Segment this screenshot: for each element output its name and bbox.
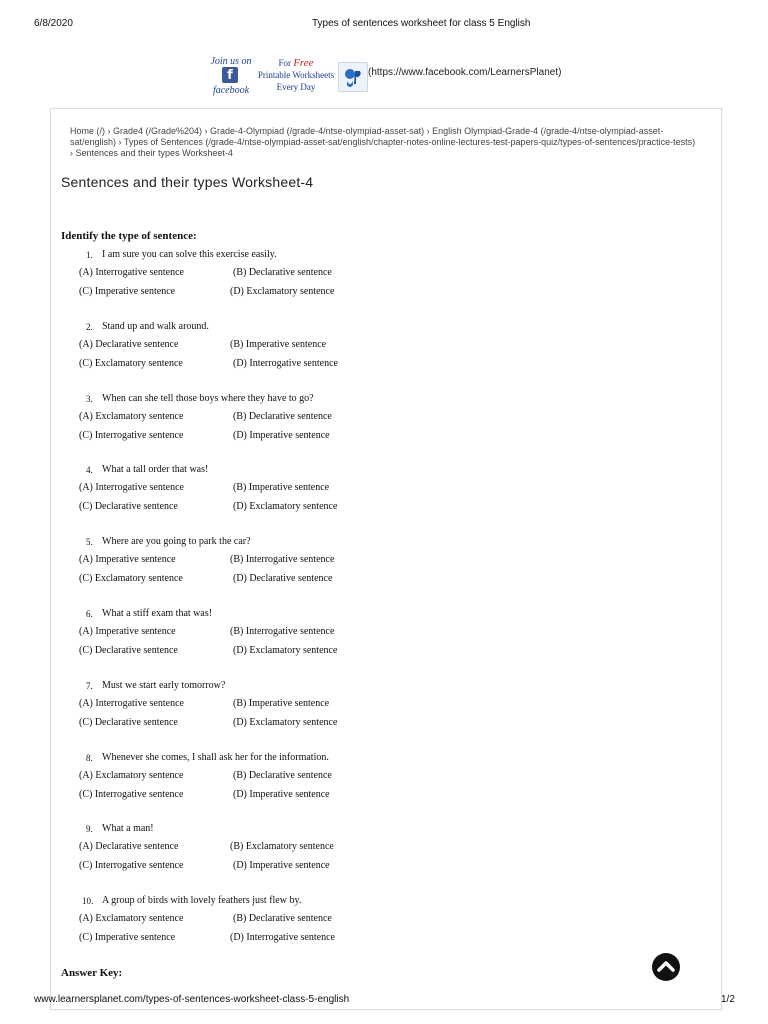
learners-planet-logo-icon[interactable] xyxy=(338,62,368,92)
question-number: 10. xyxy=(82,896,94,906)
for-label: For xyxy=(278,58,291,68)
question-text: I am sure you can solve this exercise easily. xyxy=(102,249,277,260)
option-d: (D) Imperative sentence xyxy=(233,789,330,800)
option-d: (D) Exclamatory sentence xyxy=(233,501,338,512)
option-a: (A) Exclamatory sentence xyxy=(79,913,184,924)
option-a: (A) Exclamatory sentence xyxy=(79,411,184,422)
question-number: 4. xyxy=(86,465,93,475)
option-c: (C) Declarative sentence xyxy=(79,717,178,728)
option-d: (D) Exclamatory sentence xyxy=(233,645,338,656)
option-a: (A) Interrogative sentence xyxy=(79,482,184,493)
question-number: 2. xyxy=(86,322,93,332)
question-number: 9. xyxy=(86,824,93,834)
option-d: (D) Exclamatory sentence xyxy=(230,286,335,297)
banner-line3: Every Day xyxy=(276,82,316,92)
free-label: Free xyxy=(293,57,314,69)
facebook-label: facebook xyxy=(212,85,250,96)
question-text: What a man! xyxy=(102,823,154,834)
page-number: 1/2 xyxy=(721,994,735,1005)
question-number: 3. xyxy=(86,394,93,404)
option-a: (A) Interrogative sentence xyxy=(79,267,184,278)
option-b: (B) Imperative sentence xyxy=(233,698,330,709)
option-d: (D) Interrogative sentence xyxy=(233,358,338,369)
option-b: (B) Declarative sentence xyxy=(233,770,332,781)
option-d: (D) Declarative sentence xyxy=(233,573,333,584)
join-label: Join us on xyxy=(210,56,252,67)
option-c: (C) Exclamatory sentence xyxy=(79,573,183,584)
question-text: A group of birds with lovely feathers just flew by. xyxy=(102,895,302,906)
instruction-text: Identify the type of sentence: xyxy=(61,230,197,242)
option-c: (C) Declarative sentence xyxy=(79,501,178,512)
option-d: (D) Interrogative sentence xyxy=(230,932,335,943)
option-c: (C) Interrogative sentence xyxy=(79,430,184,441)
banner-line2: Printable Worksheets xyxy=(257,70,335,80)
chevron-up-icon xyxy=(652,953,680,981)
question-text: What a tall order that was! xyxy=(102,464,209,475)
option-c: (C) Interrogative sentence xyxy=(79,789,184,800)
option-a: (A) Declarative sentence xyxy=(79,339,179,350)
option-b: (B) Declarative sentence xyxy=(233,913,332,924)
option-c: (C) Exclamatory sentence xyxy=(79,358,183,369)
answer-key-heading: Answer Key: xyxy=(61,967,123,979)
question-text: Must we start early tomorrow? xyxy=(102,680,226,691)
facebook-page-link[interactable]: (https://www.facebook.com/LearnersPlanet) xyxy=(368,67,562,78)
page-title: Sentences and their types Worksheet-4 xyxy=(61,174,314,190)
question-number: 8. xyxy=(86,753,93,763)
question-text: Stand up and walk around. xyxy=(102,321,209,332)
option-b: (B) Declarative sentence xyxy=(233,267,332,278)
option-c: (C) Declarative sentence xyxy=(79,645,178,656)
option-b: (B) Exclamatory sentence xyxy=(230,841,334,852)
scroll-to-top-button[interactable] xyxy=(652,953,680,981)
option-d: (D) Imperative sentence xyxy=(233,860,330,871)
question-number: 1. xyxy=(86,250,93,260)
option-b: (B) Imperative sentence xyxy=(233,482,330,493)
option-c: (C) Interrogative sentence xyxy=(79,860,184,871)
question-number: 5. xyxy=(86,537,93,547)
question-number: 7. xyxy=(86,681,93,691)
option-d: (D) Exclamatory sentence xyxy=(233,717,338,728)
question-text: Where are you going to park the car? xyxy=(102,536,251,547)
question-number: 6. xyxy=(86,609,93,619)
free-worksheets-banner[interactable] xyxy=(254,57,338,93)
option-c: (C) Imperative sentence xyxy=(79,286,176,297)
page-url: www.learnersplanet.com/types-of-sentences-worksheet-class-5-english xyxy=(34,994,350,1005)
option-a: (A) Declarative sentence xyxy=(79,841,179,852)
print-date: 6/8/2020 xyxy=(34,18,73,29)
option-d: (D) Imperative sentence xyxy=(233,430,330,441)
facebook-icon[interactable]: f xyxy=(222,67,238,83)
option-b: (B) Declarative sentence xyxy=(233,411,332,422)
option-a: (A) Interrogative sentence xyxy=(79,698,184,709)
question-text: What a stiff exam that was! xyxy=(102,608,213,619)
question-text: When can she tell those boys where they have to go? xyxy=(102,393,314,404)
option-a: (A) Imperative sentence xyxy=(79,626,176,637)
question-text: Whenever she comes, I shall ask her for the information. xyxy=(102,752,329,763)
option-b: (B) Imperative sentence xyxy=(230,339,327,350)
option-a: (A) Exclamatory sentence xyxy=(79,770,184,781)
option-b: (B) Interrogative sentence xyxy=(230,554,335,565)
print-title: Types of sentences worksheet for class 5 English xyxy=(312,18,531,29)
breadcrumb[interactable]: Home (/) › Grade4 (/Grade%204) › Grade-4-Olympiad (/grade-4/ntse-olympiad-asset-sat) › English Olympiad-Grade-4 (/grade-4/ntse-olympiad-asset-sat/english) › Types of Sentences (/grade-4/ntse-olympiad-asset-sat/english/chapter-notes-online-lectures-test-papers-quiz/types-of-sentences/practice-tests) › Sentences and their types Worksheet-4 xyxy=(70,126,696,158)
option-a: (A) Imperative sentence xyxy=(79,554,176,565)
option-c: (C) Imperative sentence xyxy=(79,932,176,943)
option-b: (B) Interrogative sentence xyxy=(230,626,335,637)
